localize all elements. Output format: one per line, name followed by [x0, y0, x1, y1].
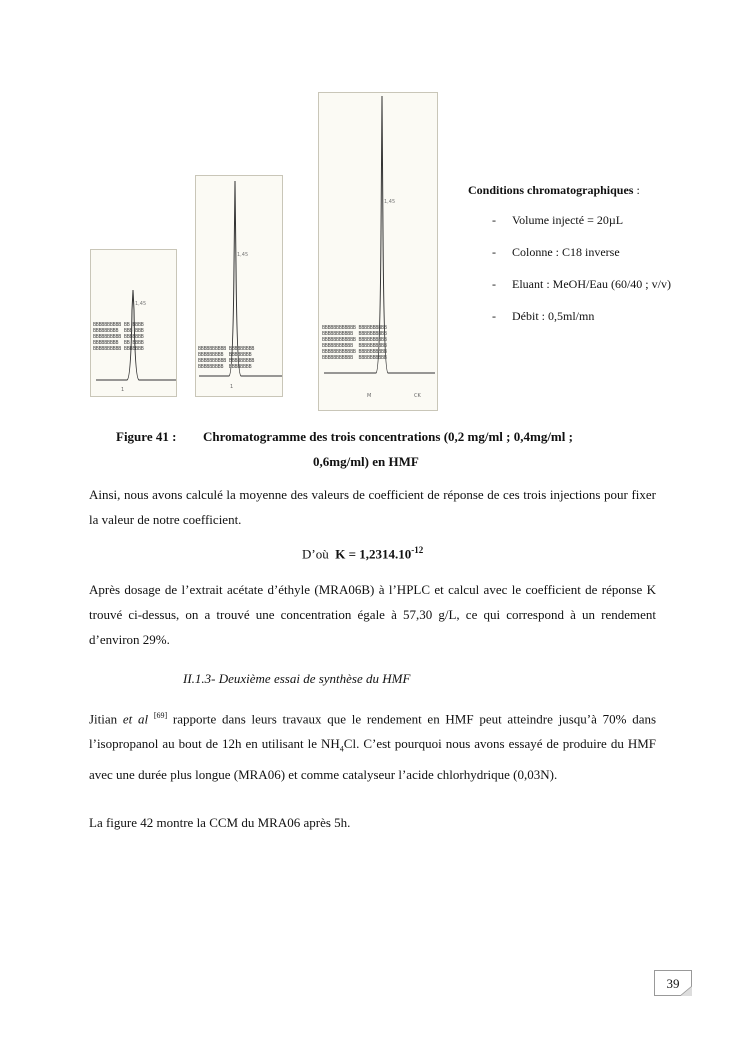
paragraph-1: Ainsi, nous avons calculé la moyenne des valeurs de coefficient de réponse de ces trois injections pour fixer la valeur de notre coefficient. — [89, 487, 656, 527]
svg-text:1,45: 1,45 — [384, 199, 396, 205]
svg-text:1,45: 1,45 — [135, 301, 147, 307]
chromatogram-strip-1: 1,45 BBBBBBBBBB BB BBBB BBBBBBBBB BBB BBB BBBBBBBBBB BBBBBBB BBBBBBBBB BB BBBB BBBBBBBBBB BBBBBBB 1 — [90, 249, 177, 397]
condition-item: - Débit : 0,5ml/mn — [492, 309, 595, 323]
condition-item: - Colonne : C18 inverse — [492, 245, 620, 259]
chromatogram-strip-3: 1,45 BBBBBBBBBBBB BBBBBBBBBB BBBBBBBBBBB BBBBBBBBBB BBBBBBBBBBBB BBBBBBBBBB BBBBBBBBBBB BBBBBBBBBB BBBBBBBBBBBB BBBBBBBBBB BBBBBBBBBBB BBBBBBBBBB M CK — [318, 92, 438, 411]
chromatographic-conditions — [468, 183, 728, 323]
page-curl-icon — [680, 986, 692, 996]
figure-caption-label: Figure 41 : — [116, 429, 177, 444]
section-heading: II.1.3- Deuxième essai de synthèse du HMF — [183, 671, 411, 686]
figure-caption-line-1: Chromatogramme des trois concentrations (0,2 mg/ml ; 0,4mg/ml ; — [203, 429, 573, 444]
paragraph-4: La figure 42 montre la CCM du MRA06 après 5h. — [89, 815, 351, 830]
condition-item: - Volume injecté = 20µL — [492, 213, 624, 227]
condition-item: - Eluant : MeOH/Eau (60/40 ; v/v) — [492, 277, 671, 291]
conditions-title: Conditions chromatographiques : — [468, 183, 640, 197]
paragraph-2: Après dosage de l’extrait acétate d’éthyle (MRA06B) à l’HPLC et calcul avec le coefficient de réponse K trouvé ci-dessus, on a trouvé une concentration égale à 57,30 g/L, ce qui correspond à un rendement d’environ 29%. — [89, 582, 656, 647]
svg-text:1,45: 1,45 — [237, 252, 249, 258]
figure-caption-line-2: 0,6mg/ml) en HMF — [313, 454, 419, 469]
chromatogram-strip-2: 1,45 BBBBBBBBBB BBBBBBBBB BBBBBBBBB BBBBBBBB BBBBBBBBBB BBBBBBBBB BBBBBBBBB BBBBBBBB 1 — [195, 175, 283, 397]
chromatogram-peak-3 — [319, 93, 438, 411]
formula-line: D’où $K = 1,2314.10^{-12}$ — [302, 545, 424, 562]
page-number: 39 — [654, 970, 692, 996]
paragraph-3: Jitian et al [69] rapporte dans leurs travaux que le rendement en HMF peut atteindre jusqu’à 70% dans l’isopropanol au bout de 12h en utilisant le $NH_4Cl$. C’est pourquoi nous avons essayé de produire du HMF avec une durée plus longue (MRA06) et comme catalyseur l’acide chlorhydrique (0,03N). — [89, 711, 657, 782]
